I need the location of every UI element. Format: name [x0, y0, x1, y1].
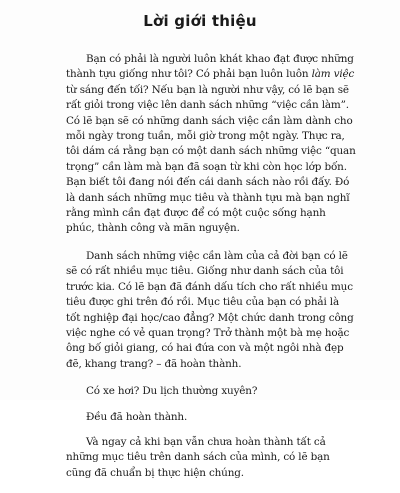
paragraph-4-text: Đều đã hoàn thành.	[86, 410, 188, 423]
page-title: Lời giới thiệu	[143, 12, 257, 30]
paragraph-1	[66, 52, 356, 237]
paragraph-2-text: Danh sách những việc cần làm của cả đời bạn có lẽ sẽ có rất nhiều mục tiêu. Giống như danh sách của tôi trước kia. Có lẽ bạn đã đánh dấu tích cho rất nhiều mục tiêu được ghi trên đó rồi. Mục tiêu của bạn có phải là tốt nghiệp đại học/cao đẳng? Một chức danh trong công việc nghe có vẻ quan trọng? Trở thành một bà mẹ hoặc ông bố giỏi giang, có hai đứa con và một ngôi nhà đẹp đẽ, khang trang? – đã hoàn thành.	[66, 249, 354, 370]
paragraph-2	[66, 249, 356, 372]
paragraph-5	[66, 435, 356, 481]
paragraph-5-text: Và ngay cả khi bạn vẫn chưa hoàn thành tất cả những mục tiêu trên danh sách của mình, có lẽ bạn cũng đã chuẩn bị thực hiện chúng.	[66, 435, 330, 479]
body-text	[66, 52, 356, 493]
paragraph-4	[66, 410, 356, 425]
paragraph-3	[66, 384, 356, 399]
paragraph-1-start: Bạn có phải là người luôn khát khao đạt được những thành tựu giống như tôi? Có phải bạn luôn luôn	[66, 53, 354, 81]
paragraph-3-text: Có xe hơi? Du lịch thường xuyên?	[86, 385, 258, 398]
paragraph-1-emphasis: làm việc	[311, 68, 355, 81]
paragraph-1-end: từ sáng đến tối? Nếu bạn là người như vậy, có lẽ bạn sẽ rất giỏi trong việc lên danh sách những “việc cần làm”. Có lẽ bạn sẽ có những danh sách việc cần làm dành cho mỗi ngày trong tuần, mỗi giờ trong một ngày. Thực ra, tôi dám cá rằng bạn có một danh sách những việc “quan trọng” cần làm mà bạn đã soạn từ khi còn học lớp bốn. Bạn biết tôi đang nói đến cái danh sách nào rồi đấy. Đó là danh sách những mục tiêu và thành tựu mà bạn nghĩ rằng mình cần đạt được để có một cuộc sống hạnh phúc, thành công và mãn nguyện.	[66, 83, 356, 235]
